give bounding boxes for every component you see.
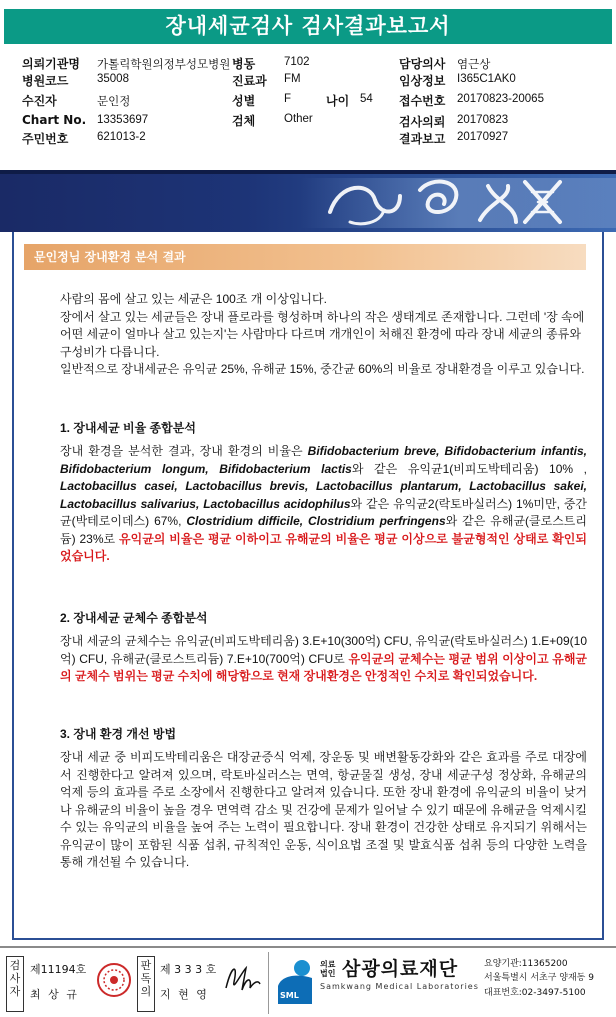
sec2-text: 장내 세균의 균체수는 유익균(비피도박테리움) 3.E+10(300억) CFU, 유익균(락토바실러스) 1.E+09(10억) CFU, 유해균(클로스트리듐) 7.E+10(700억) CFU로: [60, 634, 587, 666]
reader-name: 지 현 영: [160, 988, 209, 1001]
footer-divider: [268, 952, 269, 1014]
sml-text: SML: [280, 991, 299, 1000]
info-value: 35008: [97, 73, 129, 85]
section-2-title: 2. 장내세균 균체수 종합분석: [60, 611, 208, 625]
report-title: 장내세균검사 검사결과보고서: [4, 9, 612, 44]
info-value: 20170823-20065: [457, 93, 544, 105]
sec1-text: 장내 환경을 분석한 결과, 장내 환경의 비율은: [60, 444, 308, 458]
sec1-text: 와 같은 유익균1(비피도박테리움) 10% ,: [351, 461, 587, 476]
title-bar: [0, 0, 616, 52]
sec1-species-lacto: Lactobacillus casei, Lactobacillus brevis, Lactobacillus plantarum, Lactobacillus sakei, Lactobacillus salivarius, Lactobacillus acidophilus: [60, 479, 587, 511]
info-value: FM: [284, 73, 301, 85]
sec1-species-bifido: Bifidobacterium breve, Bifidobacterium infantis, Bifidobacterium longum, Bifidobacterium lactis: [60, 444, 587, 476]
info-value: 문인정: [97, 96, 131, 108]
info-value: 54: [360, 93, 373, 105]
intro-line: 일반적으로 장내세균은 유익균 25%, 유해균 15%, 중간균 60%의 비율로 장내환경을 이루고 있습니다.: [60, 362, 585, 376]
info-label: 수진자: [22, 94, 57, 108]
info-label: 의뢰기관명: [22, 57, 80, 71]
intestine-dna-icon: [320, 172, 580, 230]
info-label: 성별: [232, 94, 256, 108]
info-label: Chart No.: [22, 113, 87, 127]
sml-logo-icon: [272, 956, 318, 1008]
seal-stamp-icon: [96, 962, 132, 998]
info-value: 20170823: [457, 114, 509, 126]
info-label: 담당의사: [399, 57, 446, 71]
sec1-species-clostridium: Clostridium difficile, Clostridium perfringens: [186, 514, 446, 528]
section-1-body: [60, 443, 587, 566]
intro-line: 장에서 살고 있는 세균들은 장내 플로라를 형성하며 하나의 작은 생태계로 존재합니다. 그런데 '장 속에 어떤 세균이 얼마나 살고 있는지'는 사람마다 다르며 개개인이 처해진 환경에 따라 장내 세균의 종류와 구성비가 다릅니다.: [60, 309, 585, 359]
inspector-tab: 검사자: [6, 956, 24, 1012]
info-label: 검사의뢰: [399, 115, 446, 129]
info-label: 결과보고: [399, 132, 446, 146]
result-header: 문인정님 장내환경 분석 결과: [24, 244, 586, 270]
inspector-name: 최 상 규: [30, 988, 79, 1001]
reader-tab: 판독의: [137, 956, 155, 1012]
info-label: 주민번호: [22, 132, 69, 146]
info-value: 염근상: [457, 59, 491, 71]
org-tel: 대표번호:02-3497-5100: [484, 988, 586, 998]
org-sub: Samkwang Medical Laboratories: [320, 982, 479, 991]
info-label: 임상정보: [399, 74, 446, 88]
reader-license: 제 3 3 3 호: [160, 963, 217, 976]
info-value: 7102: [284, 56, 310, 68]
info-value: 20170927: [457, 131, 509, 143]
info-value: 621013-2: [97, 131, 146, 143]
org-name: 삼광의료재단: [342, 958, 459, 980]
section-1-title: 1. 장내세균 비율 종합분석: [60, 421, 196, 435]
info-label: 병원코드: [22, 74, 69, 88]
org-address: 서울특별시 서초구 양재동 9: [484, 973, 594, 983]
org-code: 요양기관:11365200: [484, 959, 568, 969]
section-2-body: [60, 633, 587, 686]
sec1-conclusion: 유익균의 비율은 평균 이하이고 유해균의 비율은 평균 이상으로 불균형적인 상태로 확인되었습니다.: [60, 531, 587, 563]
info-label: 나이: [326, 94, 350, 108]
info-value: Other: [284, 113, 313, 125]
intro-paragraph: [60, 291, 587, 379]
sec1-text: 와 같은 유해균(클로스트리듐) 23%로: [60, 514, 587, 546]
info-value: I365C1AK0: [457, 73, 516, 85]
signature-icon: [222, 958, 262, 998]
intro-line: 사람의 몸에 살고 있는 세균은 100조 개 이상입니다.: [60, 292, 327, 306]
inspector-license: 제11194호: [30, 963, 87, 976]
info-label: 병동: [232, 57, 256, 71]
sec1-text: 와 같은 유익균2(락토바실러스) 1%미만, 중간균(박테로이데스) 67%,: [60, 496, 587, 528]
sec2-conclusion: 유익균의 균체수는 평균 범위 이상이고 유해균의 균체수 범위는 평균 수치에 해당함으로 현재 장내환경은 안정적인 수치로 확인되었습니다.: [60, 651, 588, 683]
info-label: 접수번호: [399, 94, 446, 108]
footer: [0, 946, 616, 1017]
org-prefix: 의료 법인: [320, 960, 336, 978]
section-3-body: 장내 세균 중 비피도박테리움은 대장균증식 억제, 장운동 및 배변활동강화와 같은 효과를 주로 대장에서 진행한다고 알려져 있으며, 락토바실러스는 면역, 항균물질 생성, 장내 세균구성 정상화, 유해균의 억제 등의 효과를 주로 소장에서 진행한다고 알려져 있습니다. 또한 장내 환경에 유익균의 비율이 낮거나 유해균의 비율이 높을 경우 면역력 감소 및 건강에 문제가 일어날 수 있기 때문에 유해균을 억제시킬 수 있는 유익균의 비율을 높여 주는 노력이 필요합니다. 장내 환경이 건강한 상태로 유지되기 위해서는 유익균이 많이 포함된 식품 섭취, 규칙적인 운동, 식이요법 조절 및 발효식품 섭취 등의 다양한 노력을 통해 개선될 수 있습니다.: [60, 750, 587, 869]
info-value: 13353697: [97, 114, 149, 126]
info-value: F: [284, 93, 292, 105]
section-3-title: 3. 장내 환경 개선 방법: [60, 727, 177, 741]
info-label: 진료과: [232, 74, 267, 88]
info-value: 가톨릭학원의정부성모병원: [97, 59, 231, 71]
info-label: 검체: [232, 114, 256, 128]
